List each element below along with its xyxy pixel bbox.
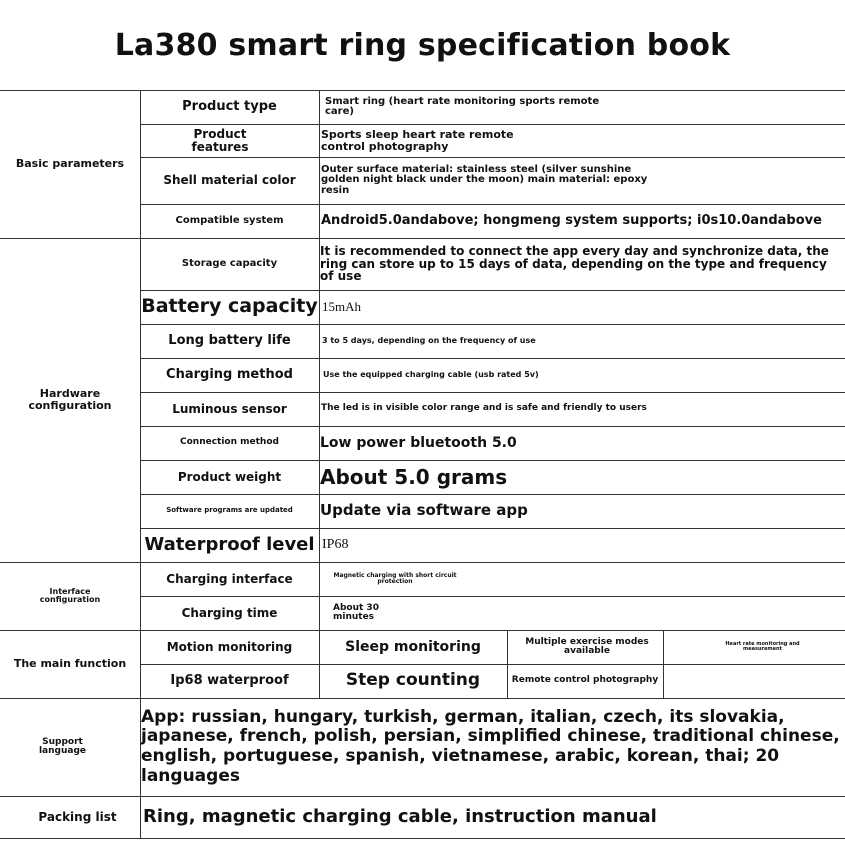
row-label-charging-interface: Charging interface [166, 571, 293, 586]
row-value-compatible-system: Android5.0andabove; hongmeng system supports; i0s10.0andabove [321, 213, 822, 229]
page-title: La380 smart ring specification book [114, 27, 731, 63]
row-value-charging-interface: Magnetic charging with short circuit protection [333, 571, 457, 585]
function-exercise-modes: Multiple exercise modes available [525, 636, 649, 656]
section-label-basic-parameters: Basic parameters [15, 157, 125, 171]
column-divider [319, 90, 320, 698]
row-value-storage-capacity: It is recommended to connect the app every day and synchronize data, the ring can store up to 15 days of data, depending on the type and frequency of use [320, 244, 829, 284]
row-label-product-weight: Product weight [177, 469, 282, 484]
row-label-waterproof-level: Waterproof level [144, 533, 315, 555]
row-value-battery-capacity: 15mAh [322, 299, 361, 315]
row-label-compatible-system: Compatible system [175, 214, 284, 226]
row-label-charging-time: Charging time [181, 605, 278, 620]
row-value-charging-time: About 30 minutes [333, 602, 379, 622]
section-label-interface-configuration: Interface configuration [39, 586, 101, 604]
row-label-connection-method: Connection method [180, 437, 279, 448]
function-ip68-waterproof: Ip68 waterproof [170, 673, 289, 689]
row-value-charging-method: Use the equipped charging cable (usb rated 5v) [323, 369, 539, 379]
row-value-shell-material-color: Outer surface material: stainless steel (silver sunshine golden night black under the moon) main material: epoxy resin [321, 163, 648, 196]
row-label-long-battery-life: Long battery life [168, 333, 291, 349]
row-value-luminous-sensor: The led is in visible color range and is safe and friendly to users [321, 403, 647, 414]
row-label-luminous-sensor: Luminous sensor [172, 401, 287, 416]
support-language-list: App: russian, hungary, turkish, german, italian, czech, its slovakia, japanese, french, polish, persian, simplified chinese, traditional chinese, english, portuguese, spanish, vietnamese, arabic, korean, thai; 20 languages [141, 706, 840, 786]
row-label-product-type: Product type [182, 99, 277, 115]
row-value-connection-method: Low power bluetooth 5.0 [320, 434, 517, 451]
table-border-bottom [0, 838, 845, 839]
section-label-hardware-configuration: Hardware configuration [28, 387, 112, 412]
row-value-product-weight: About 5.0 grams [320, 464, 508, 489]
row-label-shell-material-color: Shell material color [163, 173, 296, 188]
row-label-software-updates: Software programs are updated [166, 506, 293, 515]
function-remote-photography: Remote control photography [511, 675, 659, 686]
row-value-waterproof-level: IP68 [322, 536, 349, 552]
row-label-product-features: Product features [191, 126, 249, 154]
section-label-packing-list: Packing list [38, 809, 117, 824]
section-label-main-function: The main function [13, 657, 127, 671]
row-label-storage-capacity: Storage capacity [181, 257, 278, 269]
row-value-product-type: Smart ring (heart rate monitoring sports remote care) [325, 95, 600, 117]
row-value-long-battery-life: 3 to 5 days, depending on the frequency of use [322, 335, 536, 345]
section-label-support-language: Support language [38, 736, 87, 756]
row-label-charging-method: Charging method [166, 367, 293, 383]
function-motion-monitoring: Motion monitoring [166, 639, 293, 654]
function-empty-cell [663, 664, 845, 698]
function-heart-rate: Heart rate monitoring and measurement [725, 640, 800, 652]
row-value-software-updates: Update via software app [320, 501, 528, 520]
packing-list-contents: Ring, magnetic charging cable, instruction manual [143, 805, 657, 827]
function-sleep-monitoring: Sleep monitoring [345, 638, 481, 655]
row-label-battery-capacity: Battery capacity [141, 295, 318, 318]
function-step-counting: Step counting [345, 670, 481, 691]
row-value-product-features: Sports sleep heart rate remote control photography [321, 127, 514, 153]
